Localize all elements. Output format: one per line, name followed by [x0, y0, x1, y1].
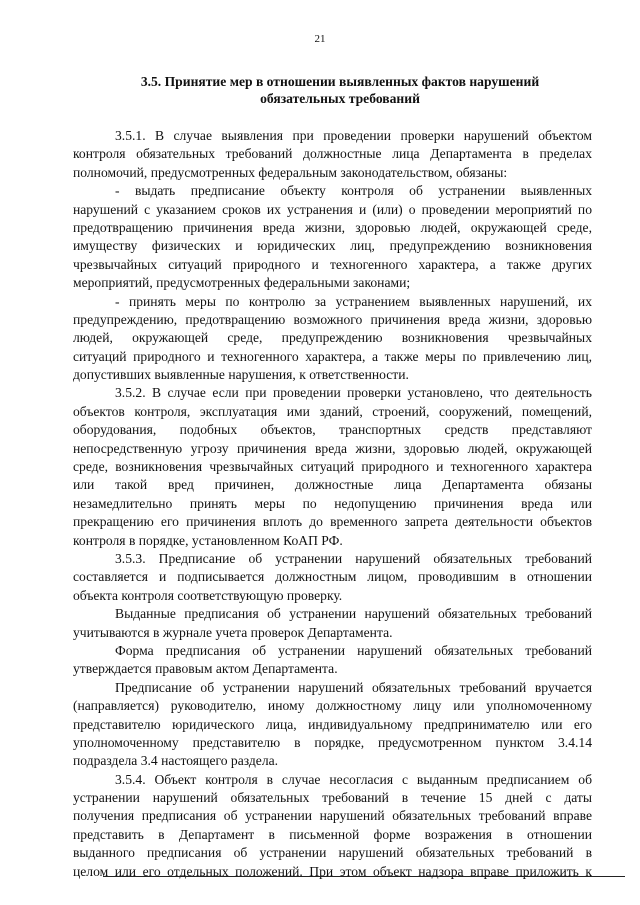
body-text — [73, 127, 592, 881]
text-line: 3.5.4. Объект контроля в случае несогласия с выданным предписанием об — [115, 771, 592, 787]
text-line: имуществу физических и юридических лиц, предупреждению возникновения — [73, 238, 592, 254]
text-line: допустивших выявленные нарушения, к ответственности. — [73, 367, 409, 383]
text-line: чрезвычайных ситуаций природного и техногенного характера, а также других — [73, 256, 592, 272]
text-line: - выдать предписание объекту контроля об устранении выявленных — [115, 183, 592, 199]
text-line: представить в Департамент в письменной форме возражения в отношении — [73, 826, 592, 842]
text-line: выданного предписания об устранении нарушений обязательных требований в — [73, 845, 592, 861]
section-title-line: 3.5. Принятие мер в отношении выявленных фактов нарушений — [140, 74, 540, 89]
text-line: 3.5.3. Предписание об устранении нарушений обязательных требований — [115, 550, 592, 566]
text-line: незамедлительно принять меры по недопущению причинения вреда или — [73, 495, 592, 511]
text-line: контроля в порядке, установленном КоАП РФ. — [73, 532, 343, 548]
text-line: или такой вред причинен, должностные лица Департамента обязаны — [73, 477, 592, 493]
page-number: 21 — [314, 33, 326, 45]
text-line: полномочий, предусмотренных федеральным законодательством, обязаны: — [73, 164, 508, 180]
text-line: утверждается правовым актом Департамента. — [73, 661, 338, 677]
text-line: 3.5.2. В случае если при проведении проверки установлено, что деятельность — [115, 385, 592, 401]
text-line: предотвращению причинения вреда жизни, здоровью людей, окружающей среде, — [73, 219, 592, 235]
text-line: целом или его отдельных положений. При этом объект надзора вправе приложить к — [73, 863, 592, 879]
text-line: ситуаций природного и техногенного характера, а также меры по привлечению лиц, — [73, 348, 592, 364]
text-line: представителю юридического лица, индивидуальному предпринимателю или его — [73, 716, 592, 732]
text-line: непосредственную угрозу причинения вреда жизни, здоровью людей, окружающей — [73, 440, 592, 456]
text-line: устранении нарушений обязательных требований в течение 15 дней с даты — [73, 790, 592, 806]
text-line: мероприятий, предусмотренных федеральными законами; — [73, 275, 411, 291]
text-line: составляется и подписывается должностным лицом, проводившим в отношении — [73, 569, 592, 585]
text-line: учитываются в журнале учета проверок Департамента. — [73, 624, 393, 640]
text-line: предупреждению, предотвращению возможного причинения вреда жизни, здоровью — [73, 311, 592, 327]
text-line: контроля обязательных требований должностные лица Департамента в пределах — [73, 146, 592, 162]
text-line: объекта контроля соответствующую проверку. — [73, 587, 343, 603]
text-line: Выданные предписания об устранении нарушений обязательных требований — [115, 606, 592, 622]
text-line: получения предписания об устранении нарушений обязательных требований вправе — [73, 808, 592, 824]
text-line: 3.5.1. В случае выявления при проведении проверки нарушений объектом — [115, 128, 592, 143]
text-line: прекращению его причинения вплоть до временного запрета деятельности объектов — [73, 514, 592, 530]
section-title — [110, 73, 570, 107]
section-title-line: обязательных требований — [260, 91, 420, 106]
text-line: (направляется) руководителю, иному должностному лицу или уполномоченному — [73, 698, 592, 714]
text-line: объектов контроля, эксплуатация ими зданий, строений, сооружений, помещений, — [73, 403, 592, 419]
text-line: среде, возникновения чрезвычайных ситуаций природного и техногенного характера — [73, 459, 592, 475]
text-line: Форма предписания об устранении нарушений обязательных требований — [115, 642, 592, 658]
text-line: уполномоченному представителю в порядке, предусмотренном пунктом 3.4.14 — [73, 734, 592, 750]
text-line: Предписание об устранении нарушений обязательных требований вручается — [115, 679, 592, 695]
text-line: людей, окружающей среде, предупреждению возникновения чрезвычайных — [73, 330, 592, 346]
text-line: подраздела 3.4 настоящего раздела. — [73, 753, 279, 769]
bottom-rule — [103, 876, 625, 877]
text-line: - принять меры по контролю за устранением выявленных нарушений, их — [115, 293, 592, 309]
text-line: оборудования, подобных объектов, транспортных средств представляют — [73, 422, 592, 438]
text-line: нарушений с указанием сроков их устранения и (или) о проведении мероприятий по — [73, 201, 592, 217]
